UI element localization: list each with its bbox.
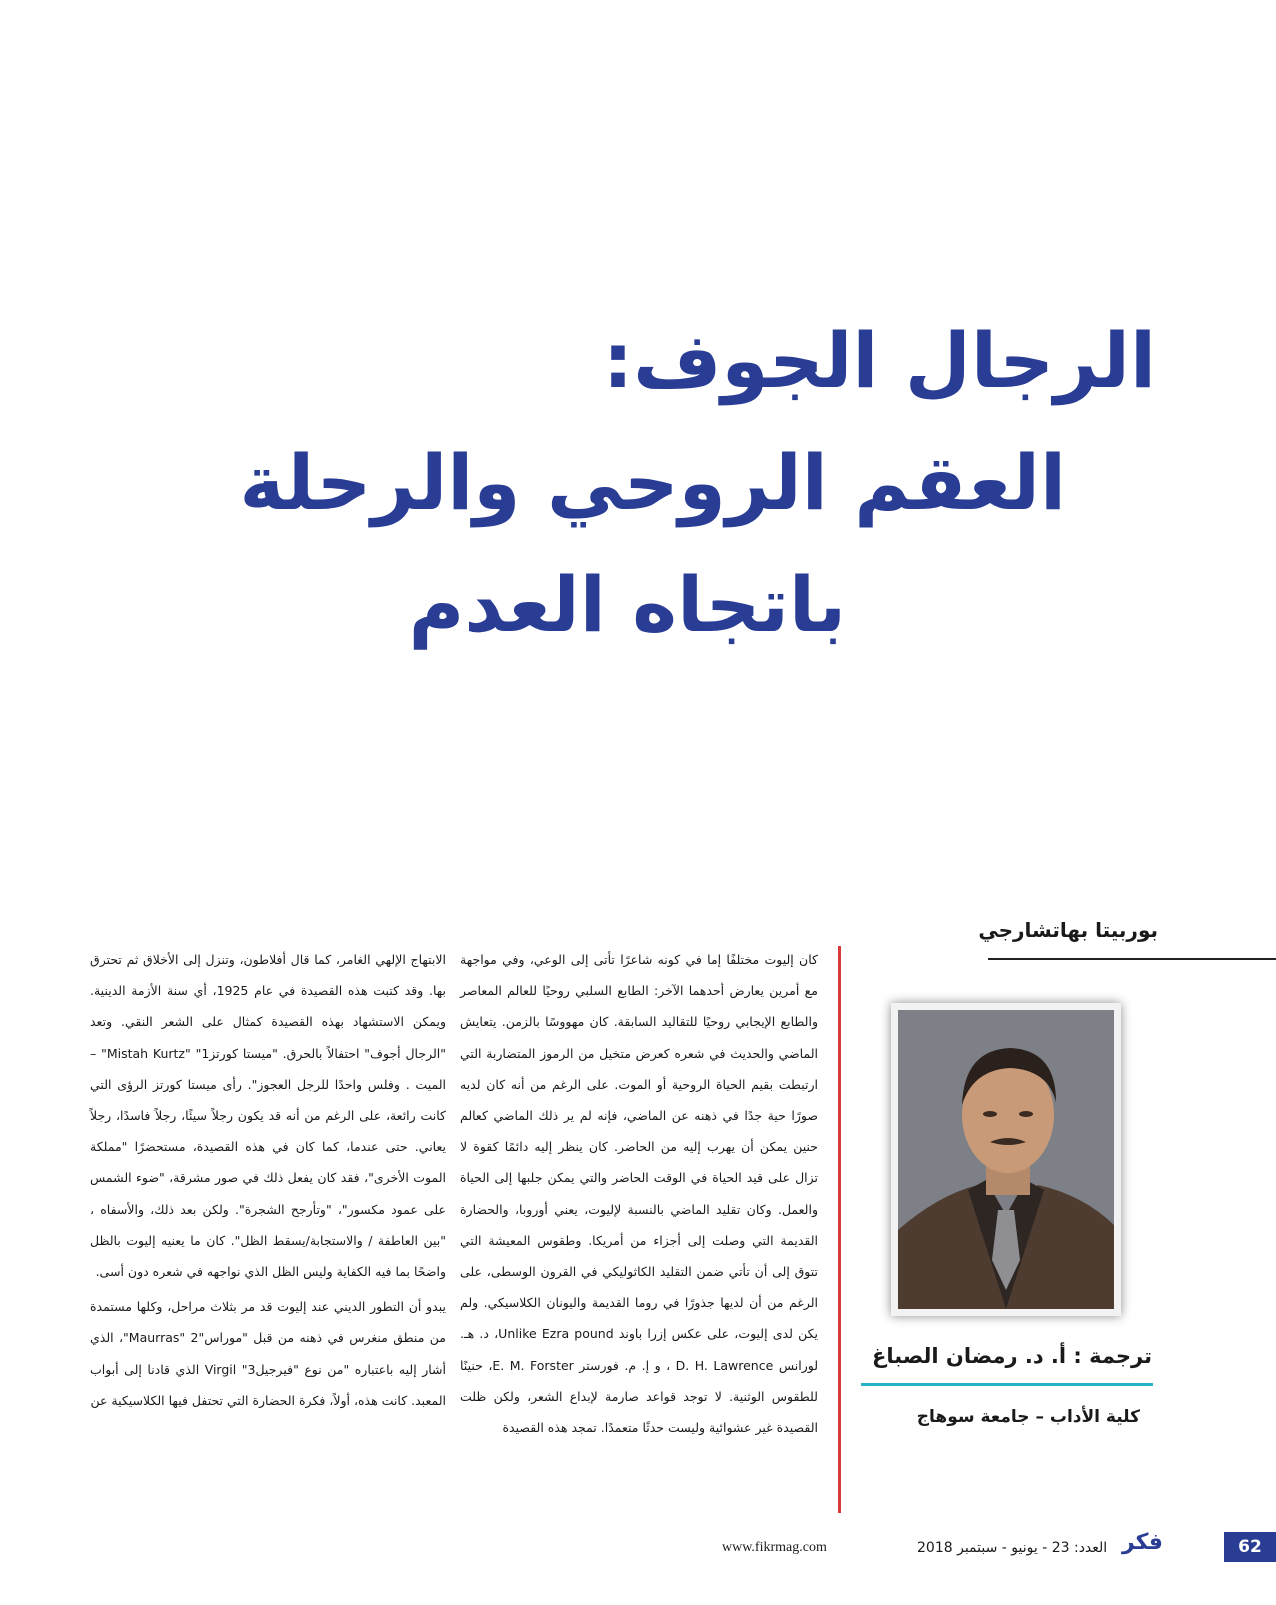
translator-affiliation: كلية الأداب – جامعة سوهاج — [916, 1407, 1140, 1427]
article-column-left — [90, 944, 446, 1416]
page-number: 62 — [1224, 1532, 1276, 1562]
footer-website: www.fikrmag.com — [722, 1540, 827, 1555]
title-line-2: العقم الروحي والرحلة — [239, 438, 1066, 527]
paragraph: الابتهاج الإلهي الغامر، كما قال أفلاطون، وتنزل إلى الأخلاق ثم تحترق بها. وقد كتبت هذه القصيدة في عام 1925، أي سنة الأزمة الدينية. ويمكن الاستشهاد بهذه القصيدة كمثال على الشعر النقي. وتعد "الرجال أجوف" احتفالاً بالحرق. "ميستا كورتز1" "Mistah Kurtz" – الميت . وفلس واحدًا للرجل العجوز". رأى ميستا كورتز الرؤى التي كانت رائعة، على الرغم من أنه قد يكون رجلاً سيئًا، رجلاً فاسدًا، رجلاً يعاني. حتى عندما، كما كان في هذه القصيدة، مستحضرًا "مملكة الموت الأخرى"، فقد كان يفعل ذلك في صور مشرقة، "ضوء الشمس على عمود مكسور"، "وتأرجح الشجرة". ولكن بعد ذلك، والأسفاه ، "بين العاطفة / والاستجابة/يسقط الظل". كان ما يعنيه إليوت بالظل واضحًا بما فيه الكفاية وليس الظل الذي نواجهه في شعره دون أسى. — [90, 952, 447, 1280]
translator-photo-frame — [891, 1003, 1121, 1316]
magazine-logo: فكر — [1122, 1530, 1163, 1555]
article-title — [156, 300, 1156, 666]
column-divider — [838, 946, 841, 1513]
translator-divider — [861, 1383, 1153, 1386]
translator-name: ترجمة : أ. د. رمضان الصباغ — [872, 1344, 1152, 1368]
translator-photo — [898, 1010, 1114, 1309]
title-line-1: الرجال الجوف: — [602, 316, 1156, 405]
footer-issue: العدد: 23 - يونيو - سبتمبر 2018 — [917, 1540, 1108, 1556]
title-line-3: باتجاه العدم — [408, 560, 846, 649]
author-divider — [988, 958, 1276, 960]
paragraph: كان إليوت مختلفًا إما في كونه شاعرًا تأتى إلى الوعي، وفي مواجهة مع أمرين يعارض أحدهما الآخر: الطابع السلبي روحيًا للعالم المعاصر والطابع الإيجابي روحيًا للتقاليد السابقة. كان مهووسًا بالزمن. يتعايش الماضي والحديث في شعره كعرض متخيل من الرموز المتضاربة التي ارتبطت بقيم الحياة الروحية أو الموت. على الرغم من أنه كان لديه صورًا حية جدًا في ذهنه عن الماضي، فإنه لم ير ذلك الماضي كعالم حنين يمكن أن يهرب إليه من الحاضر. كان ينظر إليه دائمًا كقوة لا تزال على قيد الحياة في الوقت الحاضر والتي يمكن جلبها إلى الحياة والعمل. وكان تقليد الماضي بالنسبة لإليوت، يعني أوروبا، والحضارة القديمة التي وصلت إلى أجزاء من أمريكا. وطقوس المعيشة التي تتوق إلى أن تأتي ضمن التقليد الكاثوليكي في القرون الوسطى، على الرغم من أن لديها جذورًا في روما القديمة واليونان الكلاسيكي. ولم يكن لدى إليوت، على عكس إزرا باوند Unlike Ezra pound، د. هـ. لورانس D. H. Lawrence ، و إ. م. فورستر E. M. Forster، حنينًا للطقوس الوثنية. لا توجد قواعد صارمة لإبداع الشعر، ولكن ظلت القصيدة غير عشوائية وليست حدثًا متعمدًا. تمجد هذه القصيدة — [460, 952, 819, 1436]
paragraph: يبدو أن التطور الديني عند إليوت قد مر بثلاث مراحل، وكلها مستمدة من منطق منغرس في ذهنه من قبل "موراس"2 "Maurras"، الذي أشار إليه باعتباره "من نوع "فيرجيل3" Virgil الذي قادنا إلى أبواب المعبد. كانت هذه، أولاً، فكرة الحضارة التي تحتفل فيها الكلاسيكية عن — [90, 1299, 446, 1408]
author-name: بوربيتا بهاتشارجي — [978, 918, 1158, 942]
article-column-right — [460, 944, 818, 1443]
